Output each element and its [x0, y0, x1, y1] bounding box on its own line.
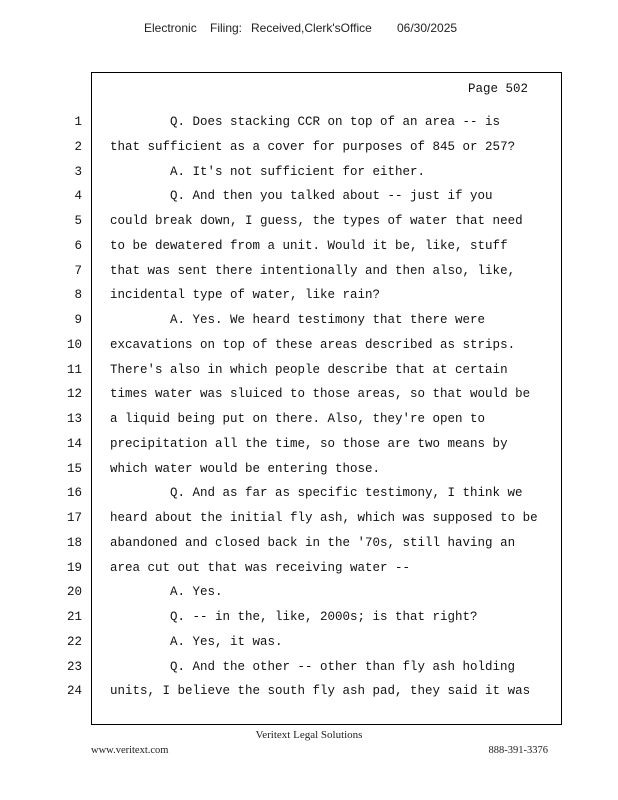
line-text: Q. And then you talked about -- just if you	[170, 189, 493, 204]
transcript-line	[0, 556, 618, 581]
line-number: 6	[74, 238, 82, 253]
line-text: There's also in which people describe that at certain	[110, 362, 508, 377]
line-text: incidental type of water, like rain?	[110, 288, 381, 303]
transcript-line	[0, 457, 618, 482]
transcript-line	[0, 283, 618, 308]
line-text: excavations on top of these areas described as strips.	[110, 337, 516, 352]
line-text: units, I believe the south fly ash pad, they said it was	[110, 684, 531, 699]
transcript-lines	[0, 110, 618, 704]
line-text: to be dewatered from a unit. Would it be, like, stuff	[110, 238, 508, 253]
line-text: Q. And the other -- other than fly ash holding	[170, 659, 516, 674]
filing-label: Filing:	[210, 21, 243, 35]
transcript-line	[0, 531, 618, 556]
footer-phone: 888-391-3376	[488, 745, 548, 756]
line-number: 8	[74, 288, 82, 303]
line-text: A. Yes.	[170, 585, 223, 600]
filing-date: 06/30/2025	[397, 21, 458, 35]
line-text: Q. -- in the, like, 2000s; is that right?	[170, 610, 478, 624]
transcript-line	[0, 506, 618, 531]
line-text: precipitation all the time, so those are two means by	[110, 436, 508, 451]
line-number: 15	[66, 461, 82, 476]
line-number: 18	[66, 535, 82, 550]
transcript-line	[0, 407, 618, 432]
line-number: 17	[66, 511, 82, 525]
line-number: 4	[74, 189, 82, 204]
transcript-line	[0, 630, 618, 655]
transcript-line	[0, 432, 618, 457]
line-number: 20	[66, 585, 82, 600]
line-text: a liquid being put on there. Also, they're open to	[110, 412, 486, 426]
transcript-line	[0, 679, 618, 704]
line-text: which water would be entering those.	[110, 461, 381, 476]
line-text: A. It's not sufficient for either.	[170, 164, 426, 179]
line-number: 7	[74, 263, 82, 278]
line-text: that was sent there intentionally and then also, like,	[110, 263, 516, 278]
line-text: times water was sluiced to those areas, so that would be	[110, 387, 531, 402]
transcript-line	[0, 580, 618, 605]
line-number: 23	[66, 659, 82, 674]
line-number: 13	[66, 412, 82, 426]
footer-company: Veritext Legal Solutions	[255, 729, 363, 741]
transcript-line	[0, 234, 618, 259]
line-text: area cut out that was receiving water --	[110, 560, 411, 575]
footer-website: www.veritext.com	[91, 745, 169, 756]
line-number: 19	[66, 560, 82, 575]
transcript-line	[0, 110, 618, 135]
transcript-line	[0, 333, 618, 358]
line-text: could break down, I guess, the types of water that need	[110, 214, 523, 228]
line-number: 22	[66, 634, 82, 649]
transcript-line	[0, 481, 618, 506]
transcript-line	[0, 655, 618, 680]
filing-received: Received,Clerk'sOffice	[251, 21, 372, 35]
transcript-line	[0, 382, 618, 407]
transcript-line	[0, 605, 618, 630]
line-text: Q. And as far as specific testimony, I think we	[170, 486, 523, 501]
line-number: 2	[74, 139, 82, 154]
transcript-line	[0, 259, 618, 284]
transcript-line	[0, 308, 618, 333]
transcript-line	[0, 135, 618, 160]
line-number: 21	[66, 610, 82, 624]
transcript-line	[0, 160, 618, 185]
page-number: Page 502	[467, 82, 528, 96]
line-text: heard about the initial fly ash, which was supposed to be	[110, 511, 538, 525]
transcript-line	[0, 184, 618, 209]
line-number: 3	[74, 164, 82, 179]
line-text: abandoned and closed back in the '70s, still having an	[110, 535, 516, 550]
line-number: 24	[66, 684, 82, 699]
transcript-line	[0, 358, 618, 383]
line-number: 10	[66, 337, 82, 352]
line-text: A. Yes, it was.	[170, 634, 283, 649]
line-number: 14	[66, 436, 82, 451]
line-text: A. Yes. We heard testimony that there were	[170, 313, 486, 327]
line-text: that sufficient as a cover for purposes of 845 or 257?	[110, 139, 516, 154]
line-number: 11	[66, 362, 82, 377]
line-number: 12	[66, 387, 82, 402]
filing-electronic: Electronic	[144, 21, 197, 35]
line-number: 5	[74, 214, 82, 228]
transcript-line	[0, 209, 618, 234]
line-text: Q. Does stacking CCR on top of an area -- is	[170, 115, 501, 129]
line-number: 9	[74, 313, 82, 327]
line-number: 16	[66, 486, 82, 501]
line-number: 1	[74, 115, 82, 129]
